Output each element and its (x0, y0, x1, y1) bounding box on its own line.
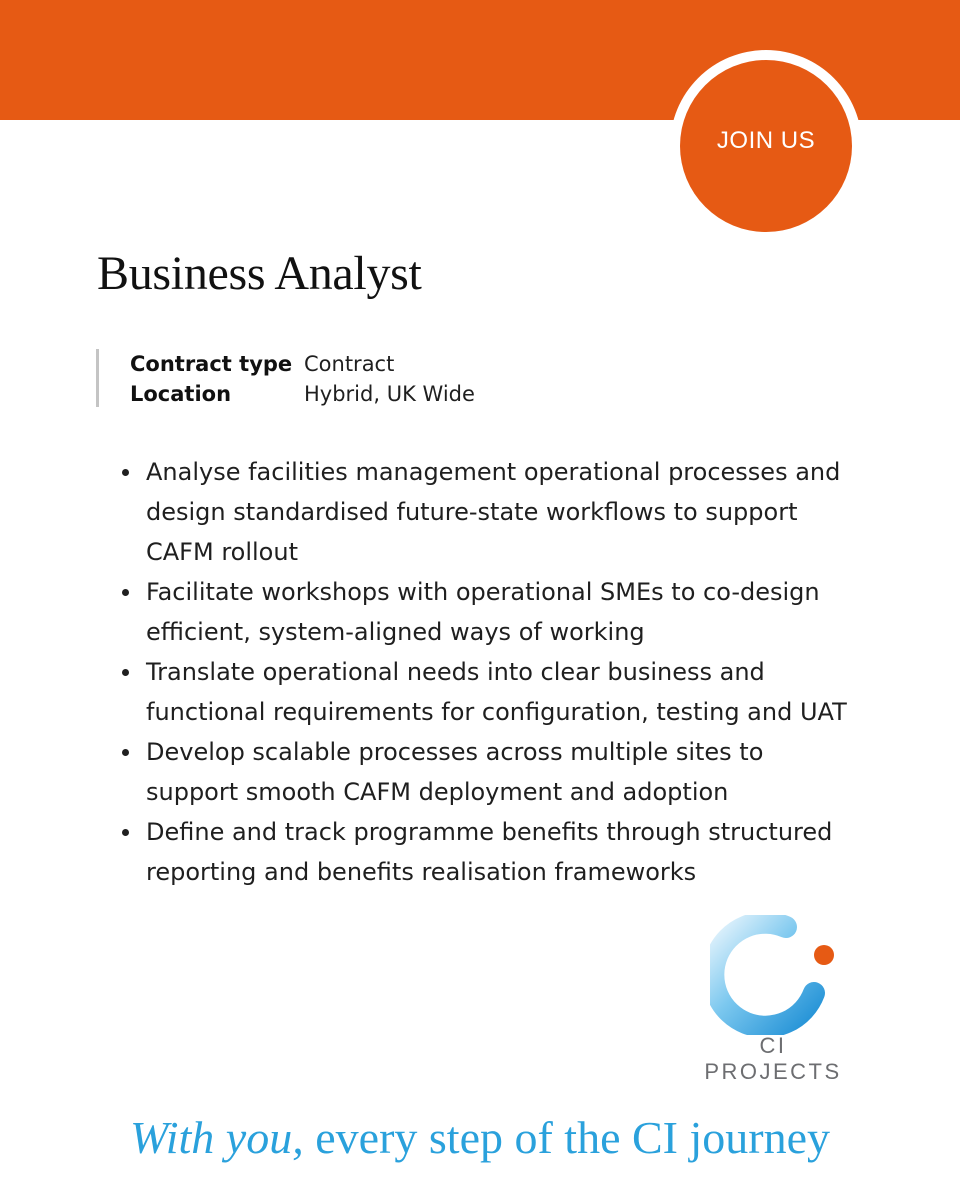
duty-text: Facilitate workshops with operational SMEs to co-design efficient, system-aligned ways of working (146, 578, 820, 646)
duty-text: Translate operational needs into clear business and functional requirements for configuration, testing and UAT (146, 658, 847, 726)
job-title: Business Analyst (97, 247, 422, 300)
duty-text: Define and track programme benefits through structured reporting and benefits realisation frameworks (146, 818, 833, 886)
bullet-icon (122, 469, 129, 476)
bullet-icon (122, 829, 129, 836)
bullet-icon (122, 749, 129, 756)
meta-value: Hybrid, UK Wide (304, 382, 475, 406)
duty-text: Develop scalable processes across multiple sites to support smooth CAFM deployment and adoption (146, 738, 764, 806)
job-meta (96, 349, 475, 407)
join-us-label: JOIN US (716, 127, 816, 154)
tagline (0, 1108, 960, 1168)
bullet-icon (122, 669, 129, 676)
company-logo (688, 915, 858, 1084)
meta-value: Contract (304, 352, 395, 376)
list-item (122, 812, 862, 892)
bullet-icon (122, 589, 129, 596)
list-item (122, 652, 862, 732)
list-item (122, 452, 862, 572)
logo-text: CI PROJECTS (704, 1033, 842, 1084)
tagline-emphasis: With you, (129, 1112, 304, 1163)
join-us-badge[interactable] (680, 60, 852, 232)
meta-label: Contract type (130, 352, 293, 376)
duty-text: Analyse facilities management operational processes and design standardised future-state workflows to support CAFM rollout (146, 458, 841, 566)
meta-row-location (130, 379, 475, 409)
meta-label: Location (130, 382, 232, 406)
list-item (122, 732, 862, 812)
tagline-rest: every step of the CI journey (303, 1112, 831, 1163)
duties-list (122, 452, 862, 892)
ci-projects-logo-icon (710, 915, 840, 1035)
meta-row-contract-type (130, 349, 475, 379)
list-item (122, 572, 862, 652)
